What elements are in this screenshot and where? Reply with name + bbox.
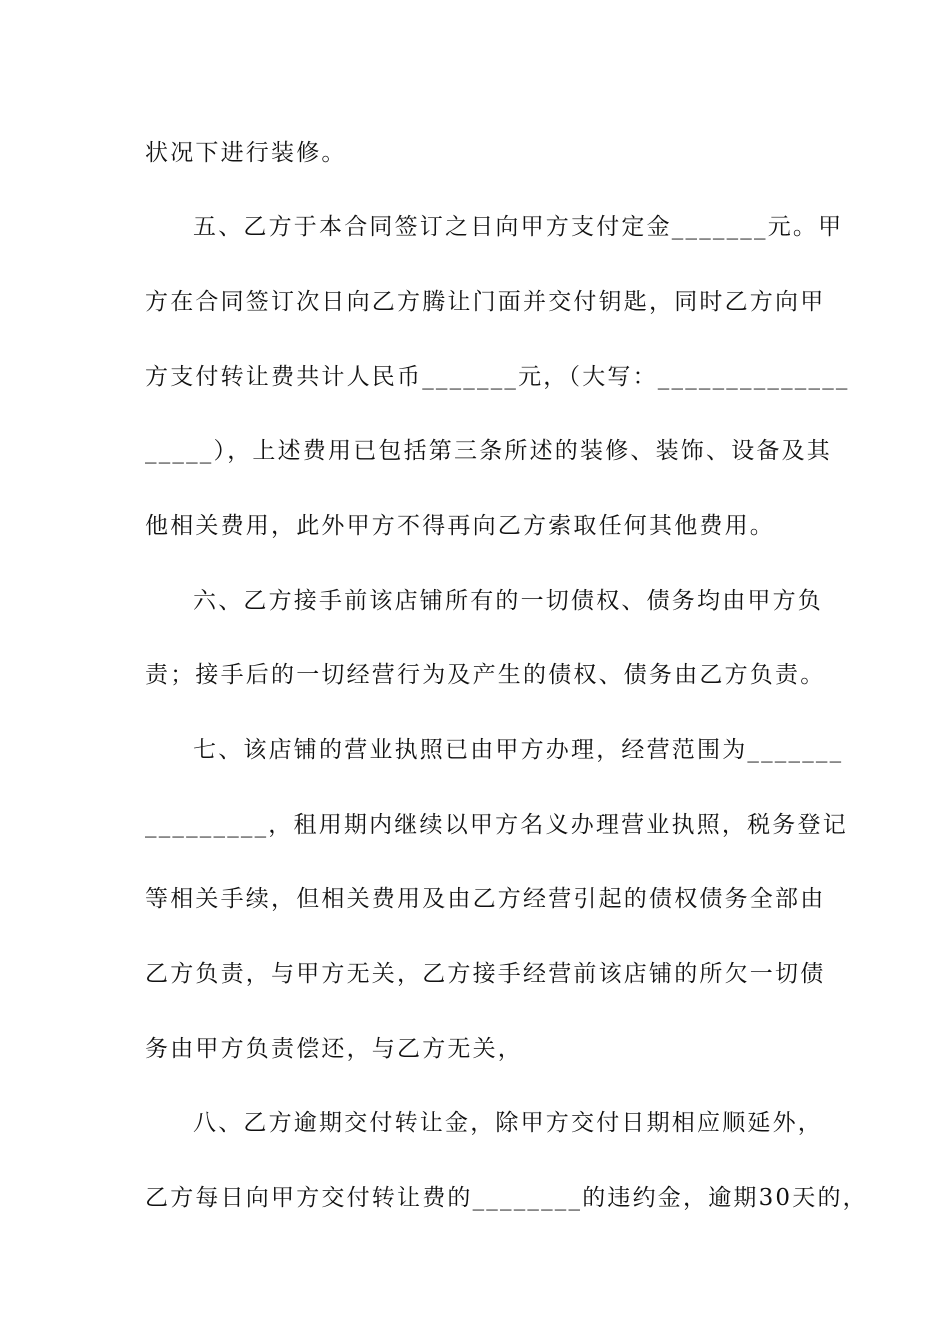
text-line: 状况下进行装修。 [145,140,347,166]
text-line: _____），上述费用已包括第三条所述的装修、装饰、设备及其 [145,438,832,464]
clause-7-line: 七、该店铺的营业执照已由甲方办理，经营范围为_______ [193,737,844,763]
text-line: 乙方每日向甲方交付转让费的________的违约金，逾期30天的， [145,1185,868,1211]
clause-5-line: 五、乙方于本合同签订之日向甲方支付定金_______元。甲 [193,214,844,240]
text-line: 乙方负责，与甲方无关，乙方接手经营前该店铺的所欠一切债 [145,961,826,987]
text-line: 责；接手后的一切经营行为及产生的债权、债务由乙方负责。 [145,662,826,688]
text-line: 方在合同签订次日向乙方腾让门面并交付钥匙，同时乙方向甲 [145,289,826,315]
clause-6-line: 六、乙方接手前该店铺所有的一切债权、债务均由甲方负 [193,588,823,614]
text-line: _________，租用期内继续以甲方名义办理营业执照，税务登记 [145,812,848,838]
text-line: 方支付转让费共计人民币_______元，（大写：______________ [145,364,850,390]
text-line: 务由甲方负责偿还，与乙方无关， [145,1036,523,1062]
clause-8-line: 八、乙方逾期交付转让金，除甲方交付日期相应顺延外， [193,1110,823,1136]
text-line: 等相关手续，但相关费用及由乙方经营引起的债权债务全部由 [145,886,826,912]
text-line: 他相关费用，此外甲方不得再向乙方索取任何其他费用。 [145,513,775,539]
